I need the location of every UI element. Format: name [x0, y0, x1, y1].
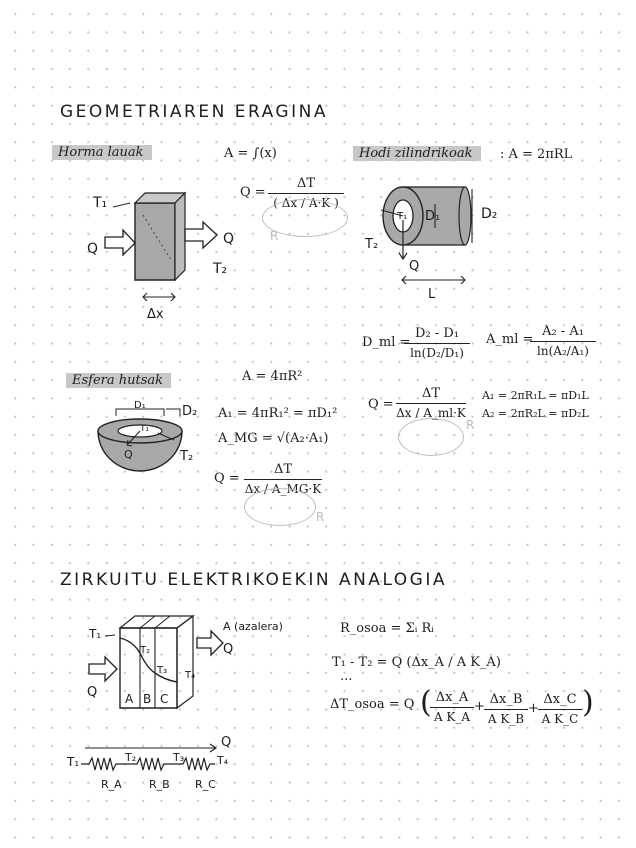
- aml-numerator: A₂ - A₁: [530, 324, 596, 342]
- plane-wall-label: Horma lauak: [52, 145, 152, 160]
- sphere-label: Esfera hutsak: [66, 373, 171, 388]
- composite-q-in-arrow-icon: [89, 657, 117, 681]
- section-title-circuit: ZIRKUITU ELEKTRIKOEKIN ANALOGIA: [60, 570, 448, 590]
- aml-fraction: [530, 324, 596, 358]
- q-out-arrow-icon: [185, 222, 217, 248]
- wall-side-face: [175, 193, 185, 280]
- cylinder-label: Hodi zilindrikoak: [353, 146, 481, 161]
- cylinder-a2-formula: A₂ = 2πR₂L = πD₂L: [482, 407, 589, 420]
- plane-dx-label: Δx: [147, 307, 164, 322]
- cylinder-a1-formula: A₁ = 2πR₁L = πD₁L: [482, 389, 589, 402]
- cylinder-area-formula: : A = 2πRL: [500, 147, 573, 162]
- sphere-a1-formula: A₁ = 4πR₁² = πD₁²: [218, 406, 338, 421]
- term-a-fraction: [430, 690, 474, 724]
- cylinder-resistance-ring: [398, 418, 464, 456]
- cylinder-q-numerator: ΔT: [396, 386, 466, 404]
- sphere-q-denominator: Δx / A_MG·K: [244, 482, 322, 496]
- term-b-fraction: [484, 692, 528, 726]
- cylinder-l-label: L: [428, 287, 436, 302]
- composite-t4-label: T₄: [185, 670, 196, 681]
- t1-pointer: [113, 203, 130, 207]
- network-t3-label: T₃: [173, 751, 185, 764]
- term-c-numerator: Δx_C: [538, 692, 582, 710]
- temperature-difference-formula: T₁ - T₂ = Q (Δx_A / A K_A): [332, 655, 501, 670]
- sphere-q-lhs: Q =: [214, 471, 240, 486]
- sphere-q-numerator: ΔT: [244, 462, 322, 480]
- layer-b-label: B: [143, 692, 152, 706]
- plus-sign-1: +: [474, 699, 485, 714]
- layer-top-divider-bc: [155, 616, 170, 628]
- sphere-t2-label: T₂: [180, 449, 194, 464]
- composite-q-left-label: Q: [87, 685, 98, 700]
- layer-a-label: A: [125, 692, 134, 706]
- sphere-amg-formula: A_MG = √(A₂·A₁): [218, 431, 329, 446]
- sphere-d2-bracket: [166, 409, 180, 416]
- network-t2-label: T₂: [125, 751, 137, 764]
- section-title-geometry: GEOMETRIAREN ERAGINA: [60, 102, 328, 122]
- cylinder-t1-label: T₁: [397, 211, 408, 222]
- dml-numerator: D₂ - D₁: [404, 326, 470, 344]
- cylinder-d1-label: D₁: [425, 209, 441, 224]
- plane-q-right-label: Q: [223, 231, 235, 247]
- cylinder-q-label: Q: [409, 259, 420, 274]
- sphere-resistance-ring: [244, 488, 316, 526]
- sphere-q-label: Q: [124, 448, 133, 461]
- resistor-ra-icon: [81, 758, 131, 770]
- term-c-fraction: [538, 692, 582, 726]
- network-ra-label: R_A: [101, 778, 122, 791]
- open-paren: (: [420, 685, 432, 720]
- plane-area-formula: A = ∫(x): [224, 146, 277, 161]
- cylinder-r-mark: R: [466, 418, 475, 432]
- cylinder-q-fraction: [396, 386, 466, 420]
- q-in-arrow-icon: [105, 230, 135, 255]
- aml-lhs: A_ml =: [486, 332, 534, 347]
- network-rb-label: R_B: [149, 778, 170, 791]
- plus-sign-2: +: [528, 701, 539, 716]
- dml-fraction: [404, 326, 470, 360]
- composite-wall-figure: [85, 608, 305, 718]
- composite-q-right-label: Q: [223, 642, 234, 657]
- composite-t1-label: T₁: [89, 627, 102, 641]
- plane-t2-label: T₂: [213, 261, 228, 277]
- layer-c-label: C: [160, 692, 169, 706]
- sphere-d1-label: D₁: [134, 400, 146, 411]
- term-b-numerator: Δx_B: [484, 692, 528, 710]
- term-a-denominator: A K_A: [433, 710, 471, 724]
- plane-wall-figure: [85, 185, 245, 325]
- cylinder-q-denominator: Δx / A_ml·K: [396, 406, 466, 420]
- cylinder-t2-label: T₂: [365, 237, 379, 252]
- dml-denominator: ln(D₂/D₁): [410, 346, 464, 360]
- wall-front-face: [135, 203, 175, 280]
- thermal-resistance-network: [65, 732, 255, 797]
- aml-denominator: ln(A₂/A₁): [537, 344, 589, 358]
- sphere-d2-label: D₂: [182, 404, 198, 419]
- sphere-r-mark: R: [316, 510, 325, 524]
- term-b-denominator: A K_B: [487, 712, 525, 726]
- composite-side-face: [177, 616, 196, 708]
- term-a-numerator: Δx_A: [430, 690, 474, 708]
- cylinder-figure: [355, 180, 515, 310]
- composite-t2-label: T₂: [140, 645, 151, 656]
- network-rc-label: R_C: [195, 778, 216, 791]
- network-q-label: Q: [221, 735, 232, 750]
- network-t4-label: T₄: [217, 754, 229, 767]
- plane-t1-label: T₁: [93, 195, 108, 211]
- sphere-area-formula: A = 4πR²: [242, 369, 303, 384]
- composite-t3-label: T₃: [157, 665, 168, 676]
- plane-q-numerator: ΔT: [268, 176, 344, 194]
- plane-r-mark: R: [270, 229, 279, 243]
- plane-q-denominator: ( Δx / A·K ): [273, 196, 339, 210]
- composite-area-label: A (azalera): [223, 620, 283, 633]
- total-resistance-formula: R_osoa = Σᵢ Rᵢ: [340, 621, 434, 636]
- continuation-dots: ...: [340, 669, 353, 684]
- sphere-figure: [90, 398, 210, 478]
- composite-t1-pointer: [105, 635, 115, 636]
- cylinder-back-end: [459, 187, 471, 245]
- network-t1-label: T₁: [67, 755, 80, 769]
- close-paren: ): [582, 685, 594, 720]
- total-dt-lhs: ΔT_osoa = Q: [330, 697, 415, 712]
- plane-q-lhs: Q =: [240, 185, 266, 200]
- term-c-denominator: A K_C: [541, 712, 579, 726]
- layer-top-divider-ab: [140, 616, 155, 628]
- plane-q-left-label: Q: [87, 241, 99, 257]
- cylinder-q-lhs: Q =: [368, 397, 394, 412]
- resistor-rb-icon: [131, 758, 177, 770]
- cylinder-d2-label: D₂: [481, 206, 498, 222]
- sphere-t1-label: T₁: [140, 424, 150, 434]
- composite-q-out-arrow-icon: [197, 631, 223, 655]
- dml-lhs: D_ml =: [362, 335, 411, 350]
